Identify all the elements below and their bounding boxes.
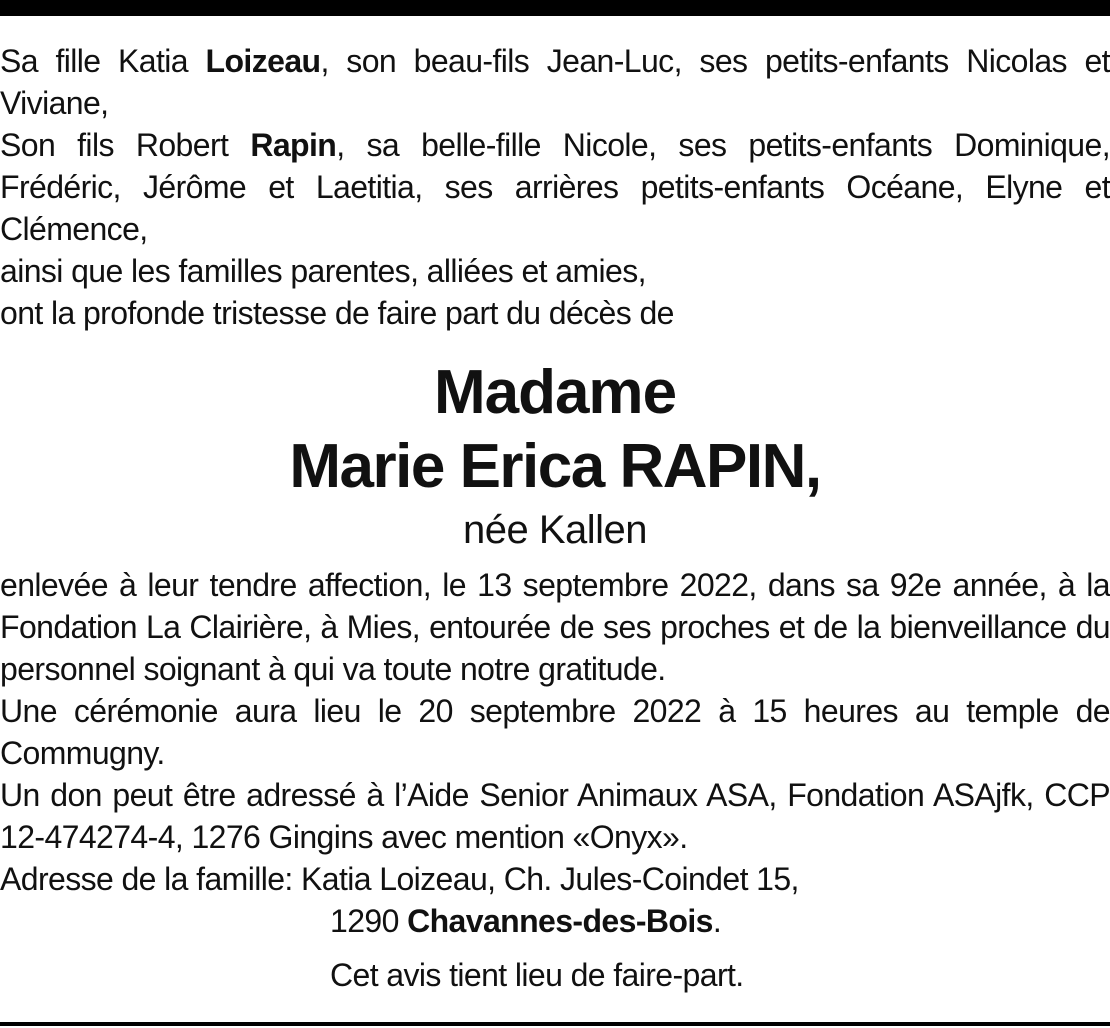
intro-daughter-surname: Loizeau: [205, 43, 321, 79]
top-rule: [0, 0, 1110, 16]
intro-son-text-a: Son fils Robert: [0, 127, 251, 163]
family-address-line2: [0, 900, 1110, 942]
obituary-notice: [0, 40, 1110, 996]
bottom-rule: [0, 1022, 1110, 1026]
family-address-city: Chavannes-des-Bois: [407, 903, 713, 939]
intro-daughter-line: [0, 40, 1110, 124]
deceased-title: Madame: [433, 358, 677, 427]
intro-daughter-text-c: , son beau-fils Jean-Luc, ses petits-enfants Nicolas et Viviane,: [0, 43, 1110, 121]
intro-families-line: ainsi que les familles parentes, alliées et amies,: [0, 253, 646, 289]
intro-daughter-text-a: Sa fille Katia: [0, 43, 206, 79]
notice-body: [0, 564, 1110, 996]
deceased-name-block: [0, 356, 1110, 556]
family-address-line1: Katia Loizeau, Ch. Jules-Coindet 15,: [301, 861, 799, 897]
intro-section: [0, 40, 1110, 334]
family-address-end: .: [712, 903, 722, 939]
deceased-full-name: Marie Erica RAPIN,: [289, 432, 821, 501]
intro-son-line: [0, 124, 1110, 250]
intro-announcement-line: ont la profonde tristesse de faire part du décès de: [0, 295, 674, 331]
deceased-maiden-name: née Kallen: [462, 508, 648, 552]
family-address-label: Adresse de la famille:: [0, 861, 302, 897]
donation-paragraph: Un don peut être adressé à l’Aide Senior Animaux ASA, Fondation ASAjfk, CCP 12-474274-4, 1276 Gingins avec mention «Onyx».: [0, 777, 1110, 855]
intro-son-surname: Rapin: [250, 127, 337, 163]
family-address-postcode: 1290: [330, 903, 408, 939]
passing-paragraph: enlevée à leur tendre affection, le 13 septembre 2022, dans sa 92e année, à la Fondation La Clairière, à Mies, entourée de ses proches et de la bienveillance du personnel soignant à qui va toute notre gratitude.: [0, 567, 1110, 687]
closing-note: Cet avis tient lieu de faire-part.: [330, 957, 744, 993]
intro-son-text-c: , sa belle-fille Nicole, ses petits-enfants Dominique, Frédéric, Jérôme et Laetitia, ses arrières petits-enfants Océane, Elyne et Clémence,: [0, 127, 1110, 247]
ceremony-paragraph: Une cérémonie aura lieu le 20 septembre 2022 à 15 heures au temple de Commugny.: [0, 693, 1110, 771]
family-address-row: [0, 858, 1110, 900]
